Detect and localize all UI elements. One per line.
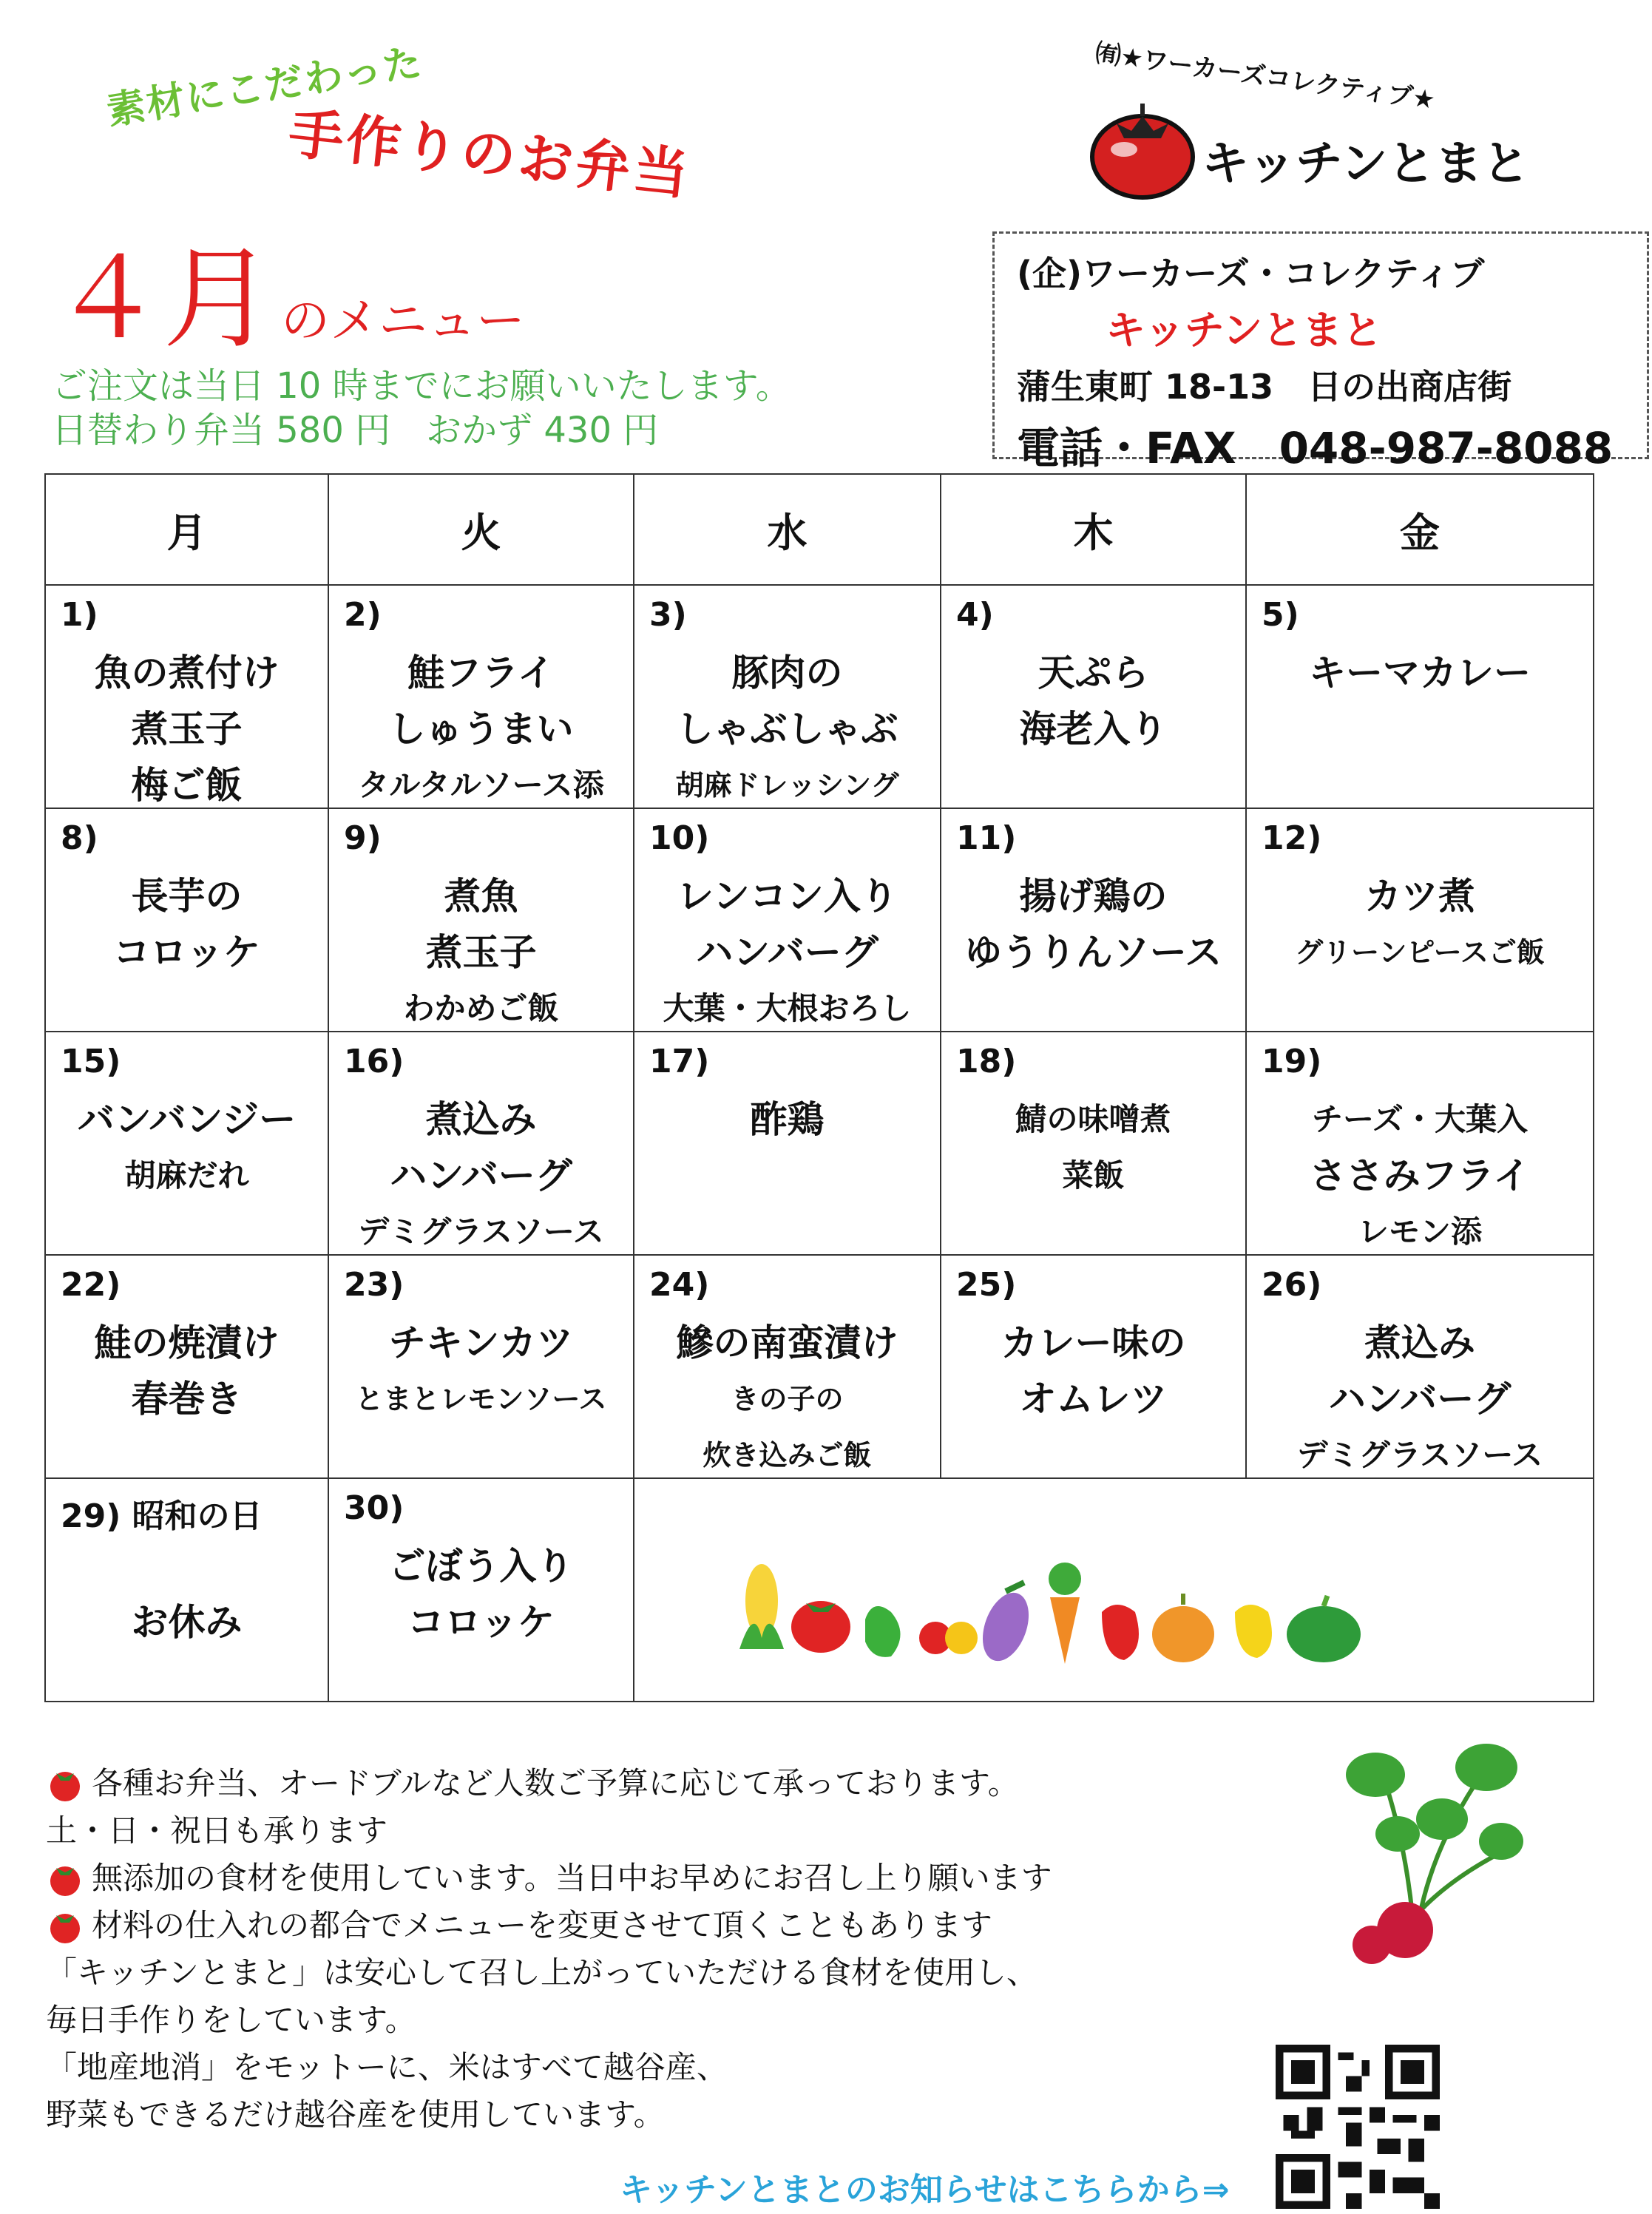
month-title: ４月 xyxy=(52,235,274,364)
menu-cell xyxy=(941,585,1246,808)
day-number: 1) xyxy=(61,596,98,634)
menu-cell xyxy=(45,1478,328,1702)
note-item xyxy=(46,1855,1155,1902)
menu-cell xyxy=(328,585,634,808)
note-continuation: 土・日・祝日も承ります xyxy=(46,1812,388,1849)
menu-item: わかめご飯 xyxy=(403,990,559,1026)
menu-cell xyxy=(1246,808,1594,1032)
menu-item: 大葉・大根おろし xyxy=(663,990,912,1026)
menu-item: 鮭の焼漬け xyxy=(94,1321,280,1364)
note-continuation: 野菜もできるだけ越谷産を使用しています。 xyxy=(46,2096,665,2133)
slogan-line-1: 素材にこだわった xyxy=(104,40,426,135)
day-number: 9) xyxy=(344,819,382,857)
company-name: キッチンとまと xyxy=(1106,307,1383,353)
menu-title-suffix: のメニュー xyxy=(281,292,526,349)
menu-item: コロッケ xyxy=(407,1601,555,1644)
day-number: 16) xyxy=(344,1043,404,1080)
radish-icon xyxy=(1301,1730,1523,1967)
slogan xyxy=(104,40,791,208)
day-number: 17) xyxy=(649,1043,710,1080)
note-text: 「キッチンとまと」は安心して召し上がっていただける食材を使用し、 xyxy=(46,1954,1038,1991)
menu-item: 煮玉子 xyxy=(131,708,243,751)
day-number: 8) xyxy=(61,819,98,857)
menu-item: 豚肉の xyxy=(731,651,843,694)
day-number: 10) xyxy=(649,819,710,857)
slogan-line-2: 手作りのお弁当 xyxy=(285,101,694,208)
day-number: 18) xyxy=(956,1043,1017,1080)
pumpkin-icon xyxy=(1287,1596,1361,1662)
menu-item: キーマカレー xyxy=(1309,651,1531,694)
menu-item: お休み xyxy=(131,1601,243,1644)
menu-item: ハンバーグ xyxy=(390,1154,572,1197)
menu-cell xyxy=(45,1255,328,1478)
day-number: 5) xyxy=(1262,596,1299,634)
notice-link[interactable]: キッチンとまとのお知らせはこちらから⇒ xyxy=(620,2171,1230,2209)
menu-item: チーズ・大葉入 xyxy=(1312,1101,1528,1137)
corn-icon xyxy=(739,1564,784,1649)
logo-subtitle: ㈲★ワーカーズコレクティブ★ xyxy=(1093,38,1438,116)
menu-item: 胡麻だれ xyxy=(124,1157,249,1194)
onion-icon xyxy=(1152,1594,1214,1662)
menu-cell xyxy=(941,1032,1246,1255)
day-number: 3) xyxy=(649,596,687,634)
menu-item: コロッケ xyxy=(113,931,260,974)
menu-item: 煮込み xyxy=(425,1098,537,1141)
menu-item: 鰺の南蛮漬け xyxy=(676,1321,898,1364)
eggplant-icon xyxy=(974,1582,1037,1668)
day-number: 2) xyxy=(344,596,382,634)
menu-item: 海老入り xyxy=(1019,708,1168,751)
weekday-header: 金 xyxy=(1246,474,1594,585)
company-info-box xyxy=(992,231,1649,473)
tomato-bullet-icon xyxy=(46,1908,84,1943)
price-note: 日替わり弁当 580 円 おかず 430 円 xyxy=(52,410,659,451)
menu-item: きの子の xyxy=(731,1383,844,1415)
menu-cell xyxy=(45,808,328,1032)
menu-cell xyxy=(328,1478,634,1702)
menu-item: 揚げ鶏の xyxy=(1019,875,1168,918)
menu-cell xyxy=(328,1255,634,1478)
order-deadline-note: ご注文は当日 10 時までにお願いいたします。 xyxy=(52,365,791,407)
menu-item: カツ煮 xyxy=(1364,875,1475,918)
weekday-header: 月 xyxy=(45,474,328,585)
day-number: 12) xyxy=(1262,819,1322,857)
qr-code-icon[interactable] xyxy=(1276,2045,1440,2209)
menu-cell xyxy=(634,1032,941,1255)
menu-item: バンバンジー xyxy=(77,1098,297,1141)
menu-item: レンコン入り xyxy=(677,875,898,918)
menu-item: グリーンピースご飯 xyxy=(1295,936,1545,969)
company-org: (企)ワーカーズ・コレクティブ xyxy=(1017,254,1485,294)
menu-cell xyxy=(1246,1032,1594,1255)
weekday-header: 水 xyxy=(634,474,941,585)
menu-item: 鮭フライ xyxy=(407,651,555,694)
red-pepper-icon xyxy=(1102,1605,1139,1660)
menu-item: 長芋の xyxy=(131,875,243,918)
menu-item: ハンバーグ xyxy=(696,931,879,974)
note-text: 材料の仕入れの都合でメニューを変更させて頂くこともあります xyxy=(92,1907,993,1943)
carrot-icon xyxy=(1049,1563,1081,1664)
week-row xyxy=(45,1032,1594,1255)
note-item xyxy=(46,1902,1155,1949)
tomato-bullet-icon xyxy=(46,1766,84,1801)
menu-item: 胡麻ドレッシング xyxy=(675,769,899,802)
week-row xyxy=(45,585,1594,808)
menu-item: チキンカツ xyxy=(388,1321,574,1364)
title-block xyxy=(52,235,791,453)
menu-item: オムレツ xyxy=(1019,1378,1168,1421)
menu-item: 炊き込みご飯 xyxy=(703,1439,872,1472)
menu-item: ごぼう入り xyxy=(388,1545,574,1588)
menu-item: 煮魚 xyxy=(444,875,518,918)
menu-item: 春巻き xyxy=(131,1378,243,1421)
day-number: 23) xyxy=(344,1266,404,1304)
yellow-pepper-icon xyxy=(1235,1605,1272,1658)
menu-item: デミグラスソース xyxy=(1296,1437,1543,1473)
vegetables-illustration xyxy=(732,1538,1457,1671)
menu-item: 酢鶏 xyxy=(750,1098,825,1141)
menu-item: ゆうりんソース xyxy=(964,931,1222,974)
week-row xyxy=(45,808,1594,1032)
menu-item: とまとレモンソース xyxy=(355,1383,607,1415)
tomato-icon xyxy=(791,1601,850,1653)
logo xyxy=(1065,38,1530,200)
day-number: 26) xyxy=(1262,1266,1322,1304)
menu-item: 天ぷら xyxy=(1037,651,1149,694)
menu-item xyxy=(46,1538,328,1594)
menu-cell xyxy=(1246,585,1594,808)
day-number: 30) xyxy=(344,1489,404,1527)
note-item xyxy=(46,1760,1155,1807)
weekday-header: 木 xyxy=(941,474,1246,585)
cherry-tomato-icon xyxy=(919,1622,978,1654)
menu-item: デミグラスソース xyxy=(358,1213,604,1250)
day-number: 4) xyxy=(956,596,994,634)
menu-item: カレー味の xyxy=(1001,1321,1186,1364)
menu-cell xyxy=(328,808,634,1032)
menu-cell xyxy=(45,585,328,808)
company-phone: 電話・FAX 048-987-8088 xyxy=(1017,423,1614,473)
menu-item: タルタルソース添 xyxy=(358,767,604,803)
menu-item: 煮玉子 xyxy=(425,931,537,974)
weekday-header-row xyxy=(45,474,1594,585)
menu-cell xyxy=(1246,1255,1594,1478)
menu-table xyxy=(44,473,1594,1702)
logo-name: キッチンとまと xyxy=(1202,137,1530,192)
menu-item: レモン添 xyxy=(1357,1213,1482,1250)
menu-cell xyxy=(634,585,941,808)
note-continuation: 毎日手作りをしています。 xyxy=(46,2002,416,2038)
menu-item: ハンバーグ xyxy=(1328,1378,1511,1421)
menu-cell xyxy=(634,1255,941,1478)
day-number: 19) xyxy=(1262,1043,1322,1080)
tomato-bullet-icon xyxy=(46,1861,84,1896)
menu-cell xyxy=(941,1255,1246,1478)
menu-item: 鯖の味噌煮 xyxy=(1015,1101,1171,1137)
tomato-logo-icon xyxy=(1087,98,1198,201)
day-number: 11) xyxy=(956,819,1017,857)
green-pepper-icon xyxy=(865,1606,901,1657)
day-number: 25) xyxy=(956,1266,1017,1304)
notes-section xyxy=(46,1760,1155,2139)
note-text: 各種お弁当、オードブルなど人数ご予算に応じて承っております。 xyxy=(92,1765,1019,1801)
menu-cell xyxy=(328,1032,634,1255)
company-address: 蒲生東町 18-13 日の出商店街 xyxy=(1017,367,1512,407)
day-number: 29) 昭和の日 xyxy=(61,1497,263,1535)
menu-item: ささみフライ xyxy=(1309,1154,1531,1197)
note-text: 無添加の食材を使用しています。当日中お早めにお召し上り願います xyxy=(92,1860,1052,1896)
menu-item: 梅ご飯 xyxy=(131,764,243,807)
note-text: 「地産地消」をモットーに、米はすべて越谷産、 xyxy=(46,2049,728,2085)
menu-item: 菜飯 xyxy=(1062,1157,1125,1194)
weekday-header: 火 xyxy=(328,474,634,585)
menu-item: しゅうまい xyxy=(388,708,574,751)
week-row xyxy=(45,1255,1594,1478)
day-number: 24) xyxy=(649,1266,710,1304)
menu-cell xyxy=(941,808,1246,1032)
menu-item: 魚の煮付け xyxy=(94,651,280,694)
menu-cell xyxy=(45,1032,328,1255)
menu-cell xyxy=(634,808,941,1032)
menu-item: 煮込み xyxy=(1364,1321,1475,1364)
menu-item: しゃぶしゃぶ xyxy=(676,708,898,751)
day-number: 22) xyxy=(61,1266,121,1304)
day-number: 15) xyxy=(61,1043,121,1080)
